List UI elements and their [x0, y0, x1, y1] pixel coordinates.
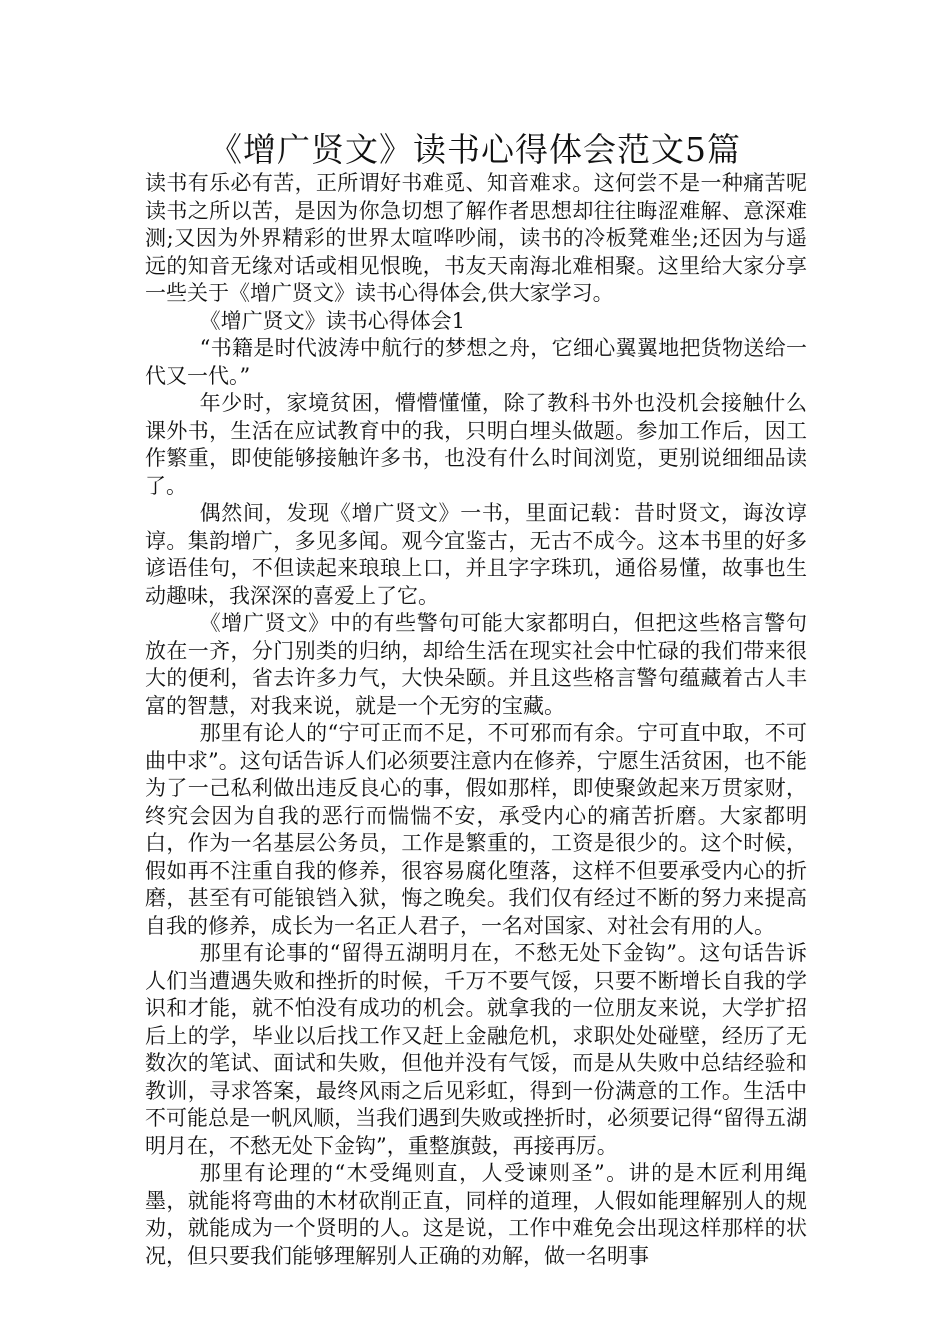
section-heading: 《增广贤文》读书心得体会1 — [199, 308, 465, 333]
body-paragraph-maxims: 《增广贤文》中的有些警句可能大家都明白，但把这些格言警句放在一齐，分门别类的归纳，却给生活在现实社会中忙碌的我们带来很大的便利，省去许多力气，大快朵颐。并且这些格言警句蕴藏着古人丰富的智慧，对我来说，就是一个无穷的宝藏。 — [145, 611, 807, 718]
body-paragraph-discovery: 偶然间，发现《增广贤文》一书，里面记载：昔时贤文，诲汝谆谆。集韵增广，多见多闻。观今宜鉴古，无古不成今。这本书里的好多谚语佳句，不但读起来琅琅上口，并且字字珠玑，通俗易懂，故事也生动趣味，我深深的喜爱上了它。 — [145, 501, 807, 608]
intro-paragraph: 读书有乐必有苦，正所谓好书难觅、知音难求。这何尝不是一种痛苦呢读书之所以苦，是因为你急切想了解作者思想却往往晦涩难解、意深难测;又因为外界精彩的世界太喧哗吵闹，读书的冷板凳难坐;还因为与遥远的知音无缘对话或相见恨晚，书友天南海北难相聚。这里给大家分享一些关于《增广贤文》读书心得体会,供大家学习。 — [145, 171, 807, 305]
body-paragraph-quote: “书籍是时代波涛中航行的梦想之舟，它细心翼翼地把货物送给一代又一代。” — [145, 336, 807, 388]
body-paragraph-on-people: 那里有论人的“宁可正而不足，不可邪而有余。宁可直中取，不可曲中求”。这句话告诉人们必须要注意内在修养，宁愿生活贫困，也不能为了一己私利做出违反良心的事，假如那样，即使聚敛起来万贯家财，终究会因为自我的恶行而惴惴不安，承受内心的痛苦折磨。大家都明白，作为一名基层公务员，工作是繁重的，工资是很少的。这个时候，假如再不注重自我的修养，很容易腐化堕落，这样不但要承受内心的折磨，甚至有可能锒铛入狱，悔之晚矣。我们仅有经过不断的努力来提高自我的修养，成长为一名正人君子，一名对国家、对社会有用的人。 — [145, 721, 807, 938]
body-paragraph-youth: 年少时，家境贫困，懵懵懂懂，除了教科书外也没机会接触什么课外书，生活在应试教育中的我，只明白埋头做题。参加工作后，因工作繁重，即使能够接触许多书，也没有什么时间浏览，更别说细细品读了。 — [145, 391, 807, 498]
document-title: 《增广贤文》读书心得体会范文5篇 — [209, 130, 741, 169]
body-paragraph-on-reason: 那里有论理的“木受绳则直，人受谏则圣”。讲的是木匠利用绳墨，就能将弯曲的木材砍削正直，同样的道理，人假如能理解别人的规劝，就能成为一个贤明的人。这是说，工作中难免会出现这样那样的状况，但只要我们能够理解别人正确的劝解，做一名明事 — [145, 1161, 807, 1268]
body-paragraph-on-affairs: 那里有论事的“留得五湖明月在，不愁无处下金钩”。这句话告诉人们当遭遇失败和挫折的时候，千万不要气馁，只要不断增长自我的学识和才能，就不怕没有成功的机会。就拿我的一位朋友来说，大学扩招后上的学，毕业以后找工作又赶上金融危机，求职处处碰壁，经历了无数次的笔试、面试和失败，但他并没有气馁，而是从失败中总结经验和教训，寻求答案，最终风雨之后见彩虹，得到一份满意的工作。生活中不可能总是一帆风顺，当我们遇到失败或挫折时，必须要记得“留得五湖明月在，不愁无处下金钩”，重整旗鼓，再接再厉。 — [145, 941, 807, 1158]
document-body — [145, 170, 807, 1270]
